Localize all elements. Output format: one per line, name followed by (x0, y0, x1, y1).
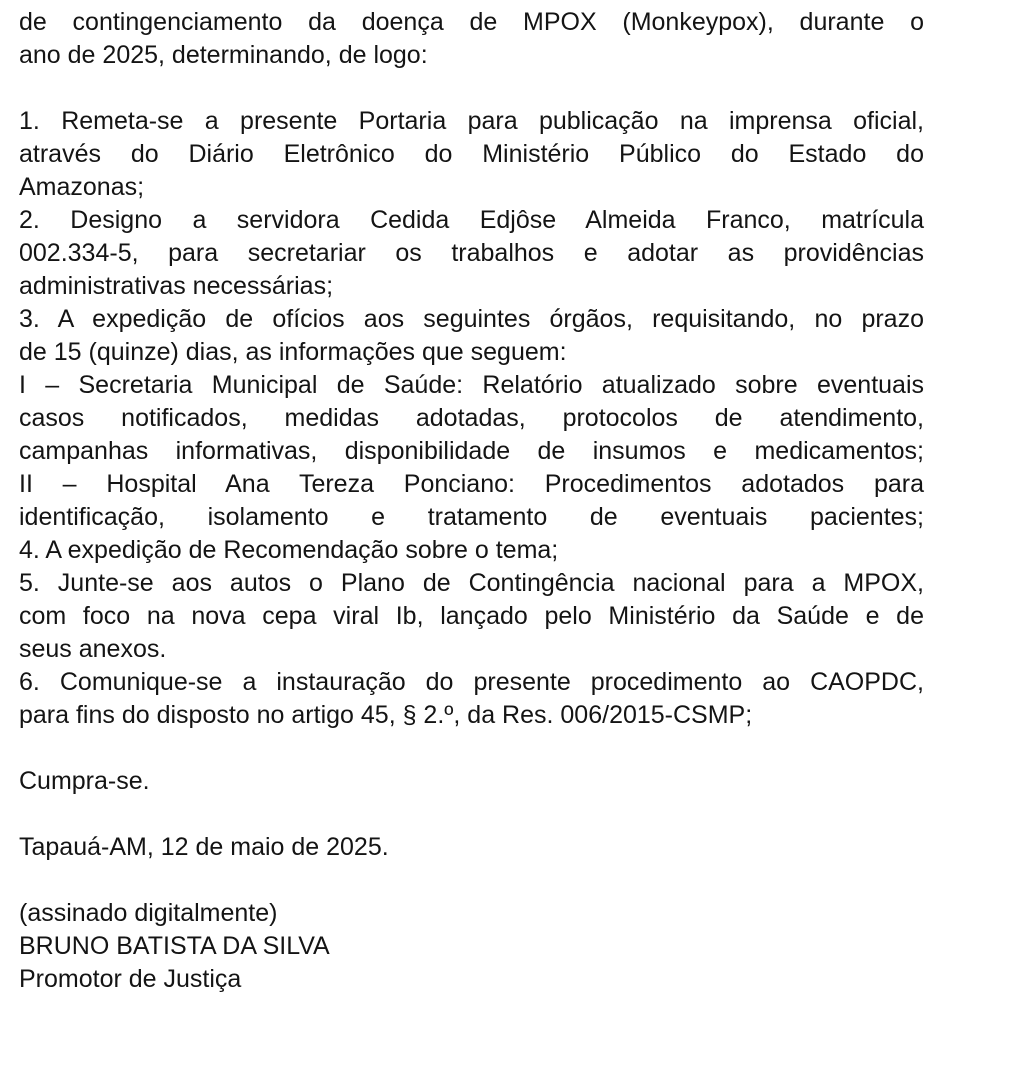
item-1-line: através do Diário Eletrônico do Ministério Público do Estado do (19, 140, 924, 168)
sub-item-ii-line: II – Hospital Ana Tereza Ponciano: Procedimentos adotados para (19, 470, 924, 498)
item-3-line: 3. A expedição de ofícios aos seguintes órgãos, requisitando, no prazo (19, 305, 924, 333)
closing-text: Cumpra-se. (19, 767, 150, 795)
signer-name: BRUNO BATISTA DA SILVA (19, 932, 330, 960)
intro-line: de contingenciamento da doença de MPOX (Monkeypox), durante o (19, 8, 924, 36)
signer-role: Promotor de Justiça (19, 965, 242, 993)
signature-note: (assinado digitalmente) (19, 899, 278, 927)
place-date: Tapauá-AM, 12 de maio de 2025. (19, 833, 389, 861)
item-6-line: 6. Comunique-se a instauração do presente procedimento ao CAOPDC, (19, 668, 924, 696)
sub-item-i-line: campanhas informativas, disponibilidade de insumos e medicamentos; (19, 437, 924, 465)
paragraph-gap (19, 798, 924, 831)
sub-item-ii-line: identificação, isolamento e tratamento de eventuais pacientes; (19, 503, 924, 531)
item-5-line: 5. Junte-se aos autos o Plano de Contingência nacional para a MPOX, (19, 569, 924, 597)
item-2-line: 2. Designo a servidora Cedida Edjôse Almeida Franco, matrícula (19, 206, 924, 234)
document-body (19, 6, 924, 996)
paragraph-gap (19, 732, 924, 765)
item-3-line: de 15 (quinze) dias, as informações que seguem: (19, 338, 567, 366)
item-5-line: seus anexos. (19, 635, 167, 663)
paragraph-gap (19, 864, 924, 897)
item-2-line: 002.334-5, para secretariar os trabalhos e adotar as providências (19, 239, 924, 267)
item-5-line: com foco na nova cepa viral Ib, lançado pelo Ministério da Saúde e de (19, 602, 924, 630)
sub-item-i-line: I – Secretaria Municipal de Saúde: Relatório atualizado sobre eventuais (19, 371, 924, 399)
item-2-line: administrativas necessárias; (19, 272, 334, 300)
intro-line: ano de 2025, determinando, de logo: (19, 41, 428, 69)
item-6-line: para fins do disposto no artigo 45, § 2.º, da Res. 006/2015-CSMP; (19, 701, 753, 729)
item-1-line: Amazonas; (19, 173, 145, 201)
sub-item-i-line: casos notificados, medidas adotadas, protocolos de atendimento, (19, 404, 924, 432)
paragraph-gap (19, 72, 924, 105)
item-4-line: 4. A expedição de Recomendação sobre o tema; (19, 536, 559, 564)
item-1-line: 1. Remeta-se a presente Portaria para publicação na imprensa oficial, (19, 107, 924, 135)
